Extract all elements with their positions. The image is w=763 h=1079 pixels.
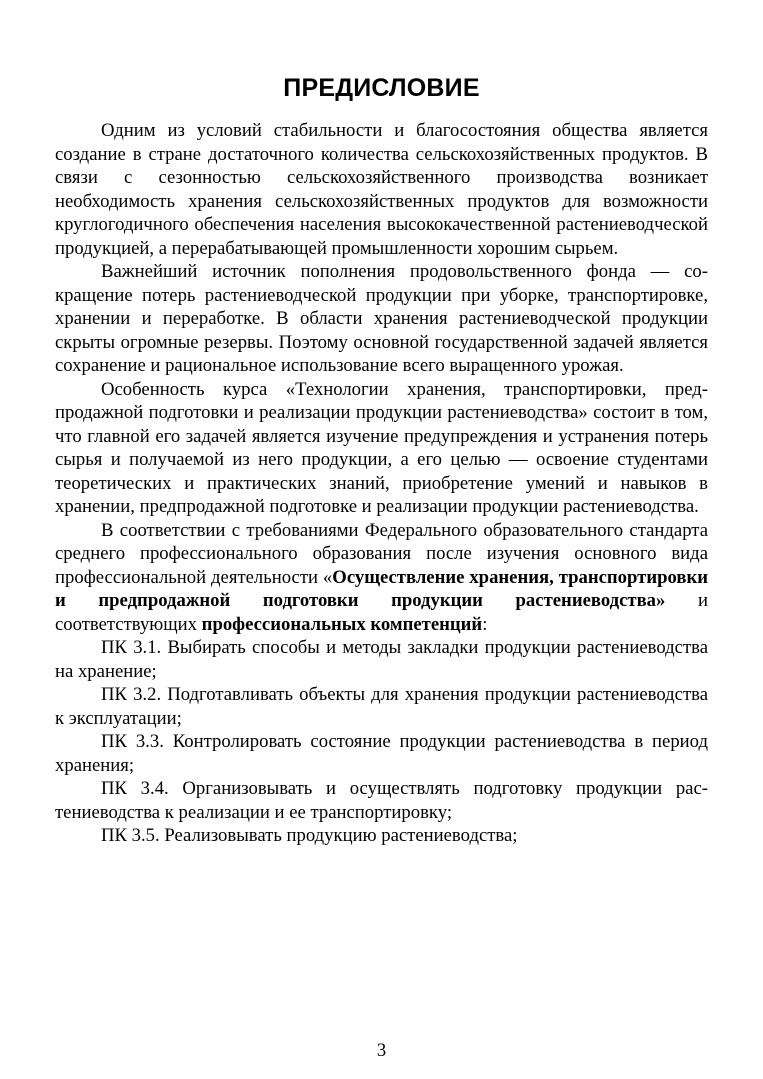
paragraph-4-end: : xyxy=(482,613,488,635)
competency-item: ПК 3.4. Организовывать и осуществлять подготовку продукции растениеводства к реализации и ее транспортировку; xyxy=(55,778,708,823)
paragraph-1: Одним из условий стабильности и благосостояния общества является создание в стране достаточного количества сельскохозяйственных продуктов. В связи с сезонностью сельскохозяйственного производства возникает необходимость хранения сельскохозяйственных продуктов для возможности круглогодичного обеспечения населения высококачественной растениеводческой продукцией, а перерабатывающей промышленности хорошим сырьем. xyxy=(55,120,708,259)
paragraph-4-mid: и соответствующих xyxy=(55,590,708,635)
competency-item: ПК 3.2. Подготавливать объекты для хранения продукции растениеводства к эксплуатации; xyxy=(55,684,708,729)
body-text xyxy=(55,119,708,848)
page-number: 3 xyxy=(376,1040,387,1061)
competency-item: ПК 3.5. Реализовывать продукцию растениеводства; xyxy=(101,825,518,846)
competency-item: ПК 3.3. Контролировать состояние продукции растениеводства в период хранения; xyxy=(55,731,708,776)
paragraph-2: Важнейший источник пополнения продовольственного фонда — сокращение потерь растениеводческой продукции при уборке, транспортировке, хранении и переработке. В области хранения растениеводческой продукции скрыты огромные резервы. Поэтому основной государственной задачей является сохранение и рациональное использование всего выращенного урожая. xyxy=(55,261,708,376)
paragraph-4-start: В соответствии с требованиями Федерального образовательного стандарта среднего профессионального образования после изучения основного вида профессиональной деятельности « xyxy=(55,519,708,588)
page-title: ПРЕДИСЛОВИЕ xyxy=(283,74,480,102)
competency-item: ПК 3.1. Выбирать способы и методы закладки продукции растениеводства на хранение; xyxy=(55,637,708,682)
paragraph-4 xyxy=(55,519,708,637)
paragraph-3: Особенность курса «Технологии хранения, транспортировки, предпродажной подготовки и реализации продукции растениеводства» состоит в том, что главной его задачей является изучение предупреждения и устранения потерь сырья и получаемой из него продукции, а его целью — освоение студентами теоретических и практических знаний, приобретение умений и навыков в хранении, предпродажной подготовке и реализации продукции растениеводства. xyxy=(55,378,708,517)
activity-name-bold: Осуществление хранения, транспортировки и предпродажной подготовки продукции растениеводства» xyxy=(55,566,709,611)
competencies-heading-bold: профессиональных компетенций xyxy=(201,613,483,635)
